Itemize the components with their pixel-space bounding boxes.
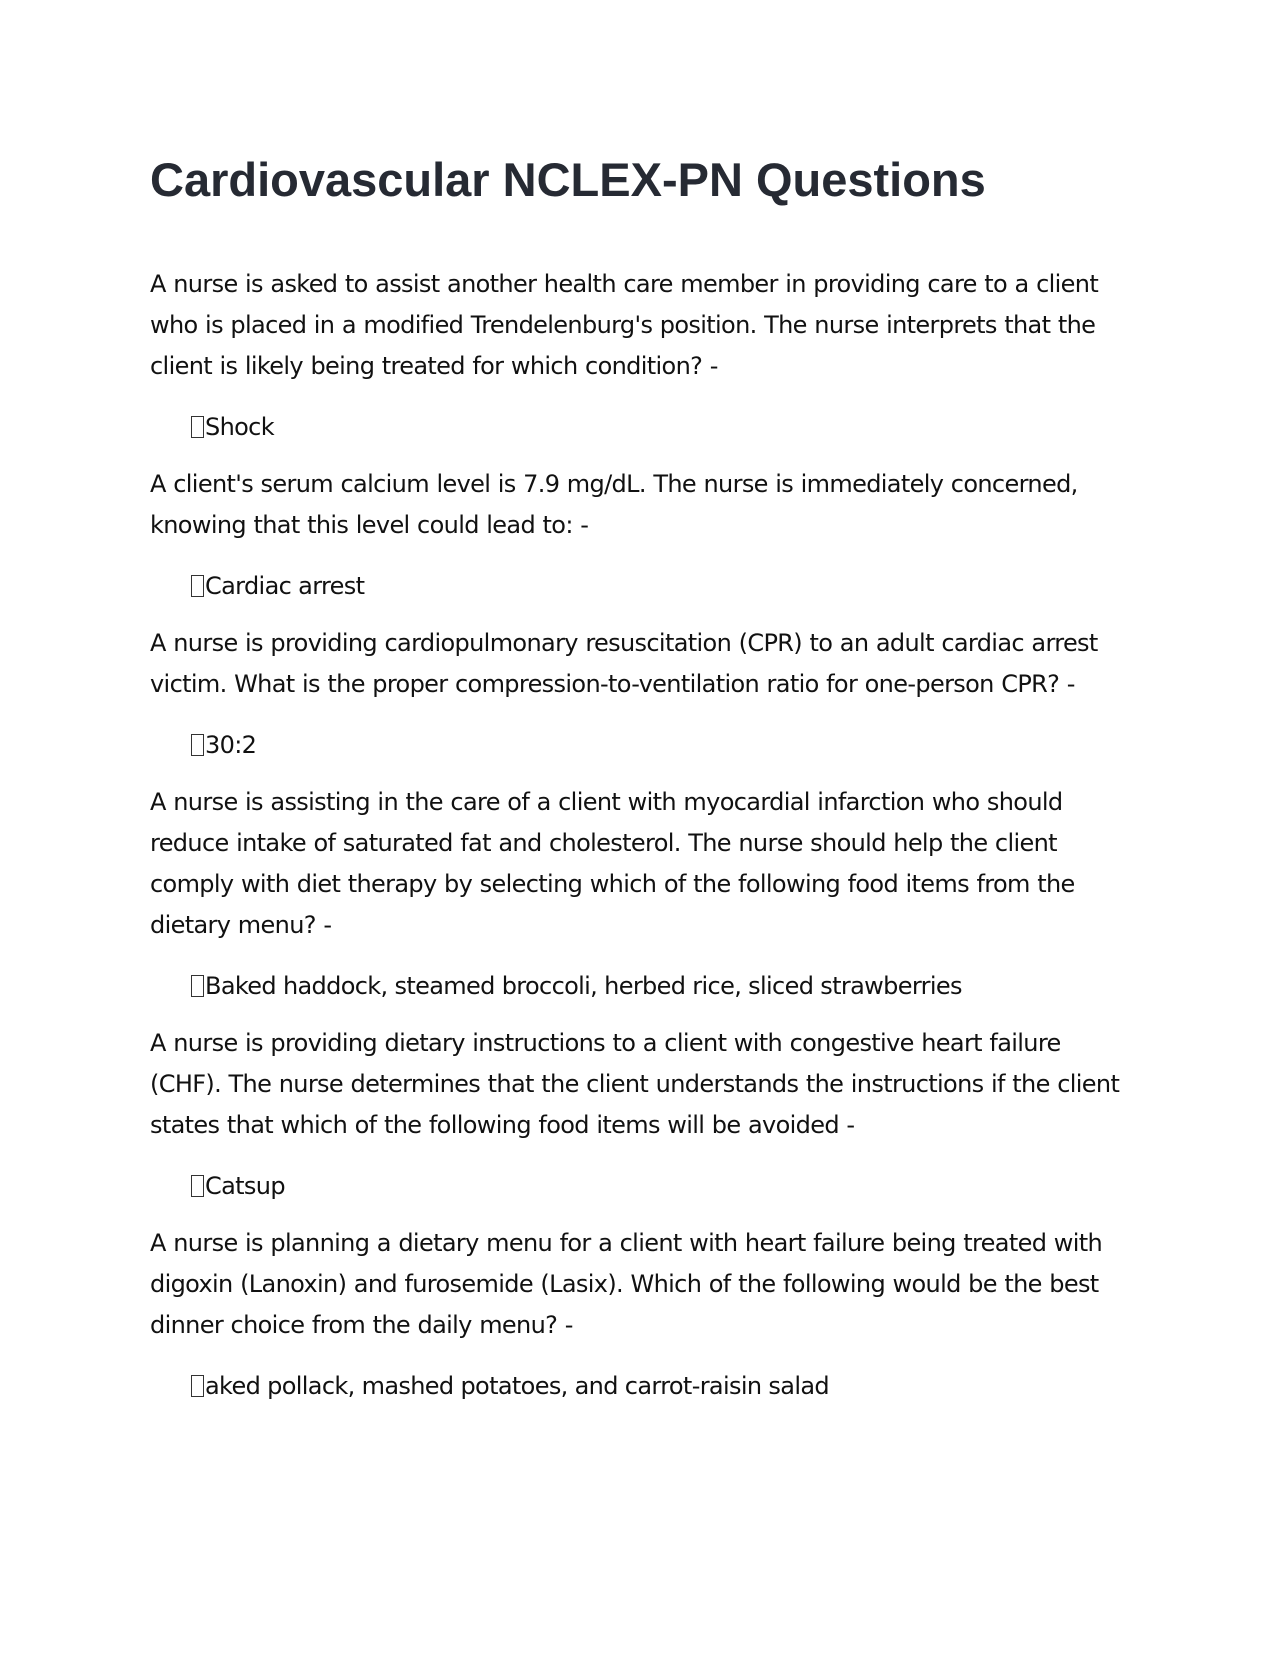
answer-label: 30:2 [205, 731, 257, 759]
answer-label: aked pollack, mashed potatoes, and carrot-raisin salad [205, 1372, 829, 1400]
missing-glyph-icon [191, 734, 204, 756]
question-text: A nurse is assisting in the care of a client with myocardial infarction who should reduce intake of saturated fat and cholesterol. The nurse should help the client comply with diet therapy by selecting which of the following food items from the dietary menu? - [150, 788, 1075, 939]
answer-text [191, 1166, 1130, 1207]
answer-label: Shock [205, 413, 274, 441]
answer-text [191, 566, 1130, 607]
answer-label: Cardiac arrest [205, 572, 365, 600]
question-list [150, 264, 1130, 1423]
question-text: A nurse is providing dietary instructions to a client with congestive heart failure (CHF). The nurse determines that the client understands the instructions if the client states that which of the following food items will be avoided - [150, 1029, 1120, 1139]
answer-text [191, 966, 1130, 1007]
question-text: A nurse is providing cardiopulmonary resuscitation (CPR) to an adult cardiac arrest victim. What is the proper compression-to-ventilation ratio for one-person CPR? - [150, 629, 1098, 698]
missing-glyph-icon [191, 575, 204, 597]
page-title: Cardiovascular NCLEX-PN Questions [150, 153, 986, 206]
missing-glyph-icon [191, 1175, 204, 1197]
missing-glyph-icon [191, 1375, 204, 1397]
answer-text [191, 1366, 1130, 1407]
answer-text [191, 725, 1130, 766]
question-text: A nurse is planning a dietary menu for a client with heart failure being treated with digoxin (Lanoxin) and furosemide (Lasix). Which of the following would be the best dinner choice from the daily menu? - [150, 1229, 1103, 1339]
question-text: A nurse is asked to assist another health care member in providing care to a client who is placed in a modified Trendelenburg's position. The nurse interprets that the client is likely being treated for which condition? - [150, 270, 1099, 380]
answer-text [191, 407, 1130, 448]
answer-label: Catsup [205, 1172, 285, 1200]
missing-glyph-icon [191, 416, 204, 438]
missing-glyph-icon [191, 975, 204, 997]
answer-label: Baked haddock, steamed broccoli, herbed rice, sliced strawberries [205, 972, 962, 1000]
question-text: A client's serum calcium level is 7.9 mg/dL. The nurse is immediately concerned, knowing that this level could lead to: - [150, 470, 1078, 539]
